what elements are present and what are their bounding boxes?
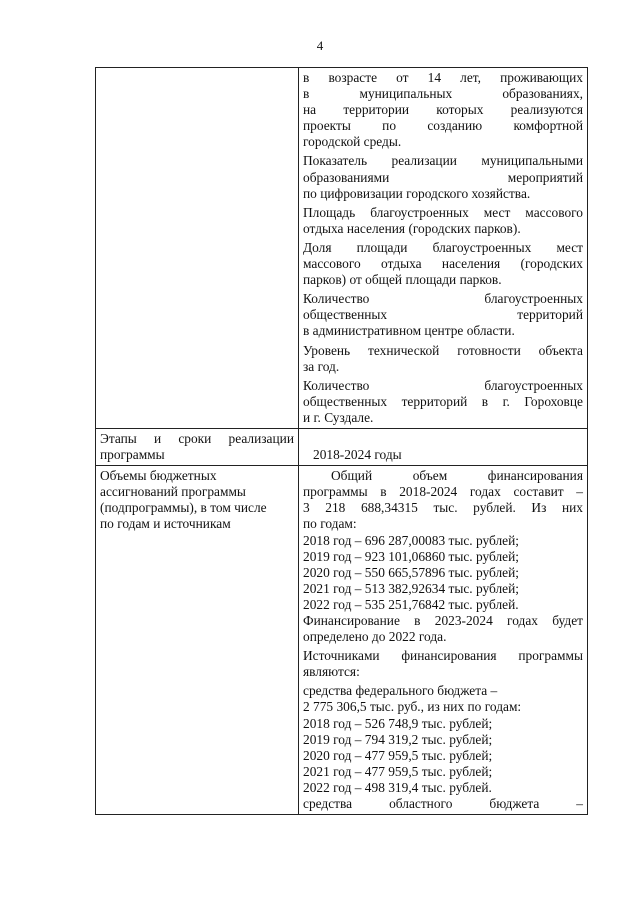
text-line: 2021 год – 477 959,5 тыс. рублей; <box>303 763 493 779</box>
table-row <box>96 428 588 465</box>
text-line: по цифровизации городского хозяйства. <box>303 185 531 201</box>
text-line: 2022 год – 535 251,76842 тыс. рублей. <box>303 596 519 612</box>
row1-left-cell <box>96 68 299 429</box>
text-line: 2 775 306,5 тыс. руб., из них по годам: <box>303 699 522 715</box>
text-line: и г. Суздале. <box>303 409 374 425</box>
text-line: 2020 год – 477 959,5 тыс. рублей; <box>303 747 493 763</box>
text-line: общественных территорий <box>303 307 583 323</box>
text-line: 2020 год – 550 665,57896 тыс. рублей; <box>303 564 520 580</box>
text-line: отдыха населения (городских парков). <box>303 220 521 236</box>
stages-label-line: программы <box>100 447 165 463</box>
row2-right-cell <box>299 428 588 465</box>
text-line: в административном центре области. <box>303 323 515 339</box>
text-line: по годам: <box>303 516 357 532</box>
text-line: за год. <box>303 358 340 374</box>
text-line: средства областного бюджета – <box>303 796 583 812</box>
budget-label-line: (подпрограммы), в том числе <box>100 500 267 516</box>
table-row <box>96 68 588 429</box>
text-line: Доля площади благоустроенных мест <box>303 239 583 255</box>
row3-left-cell <box>96 466 299 815</box>
text-line: парков) от общей площади парков. <box>303 272 502 288</box>
text-line: 2022 год – 498 319,4 тыс. рублей. <box>303 779 492 795</box>
text-line: 2018 год – 696 287,00083 тыс. рублей; <box>303 532 520 548</box>
passport-table <box>95 67 588 815</box>
text-line: 2019 год – 923 101,06860 тыс. рублей; <box>303 548 520 564</box>
text-line: городской среды. <box>303 134 402 150</box>
text-line: проекты по созданию комфортной <box>303 118 583 134</box>
row2-left-cell <box>96 428 299 465</box>
text-line: Количество благоустроенных <box>303 377 583 393</box>
text-line: в муниципальных образованиях, <box>303 86 583 102</box>
financing-text <box>303 468 583 812</box>
text-line: средства федерального бюджета – <box>303 683 498 699</box>
row1-right-cell <box>299 68 588 429</box>
budget-label-line: по годам и источникам <box>100 516 231 532</box>
text-line: Финансирование в 2023-2024 годах будет <box>303 613 583 628</box>
text-line: Показатель реализации муниципальными <box>303 153 583 169</box>
page-number: 4 <box>316 38 324 53</box>
text-line: Уровень технической готовности объекта <box>303 342 583 358</box>
stages-period: 2018-2024 годы <box>313 447 402 463</box>
text-line: 2018 год – 526 748,9 тыс. рублей; <box>303 715 493 731</box>
budget-label-line: ассигнований программы <box>100 484 246 500</box>
text-line: Общий объем финансирования <box>331 468 583 484</box>
text-line: общественных территорий в г. Гороховце <box>303 393 583 409</box>
text-line: 2021 год – 513 382,92634 тыс. рублей; <box>303 580 520 596</box>
indicators-text <box>303 70 583 426</box>
text-line: на территории которых реализуются <box>303 102 583 118</box>
text-line: Количество благоустроенных <box>303 291 583 307</box>
text-line: являются: <box>303 664 360 680</box>
text-line: Источниками финансирования программы <box>303 648 583 664</box>
text-line: массового отдыха населения (городских <box>303 256 583 272</box>
text-line: определено до 2022 года. <box>303 629 447 645</box>
text-line: образованиями мероприятий <box>303 169 583 185</box>
text-line: 2019 год – 794 319,2 тыс. рублей; <box>303 731 493 747</box>
budget-label-line: Объемы бюджетных <box>100 468 217 484</box>
text-line: Площадь благоустроенных мест массового <box>303 204 583 220</box>
row3-right-cell <box>299 466 588 815</box>
text-line: в возрасте от 14 лет, проживающих <box>303 70 583 85</box>
table-row <box>96 466 588 815</box>
text-line: программы в 2018-2024 годах составит – <box>303 484 583 500</box>
text-line: 3 218 688,34315 тыс. рублей. Из них <box>303 500 583 516</box>
stages-label-line: Этапы и сроки реализации <box>100 430 294 446</box>
